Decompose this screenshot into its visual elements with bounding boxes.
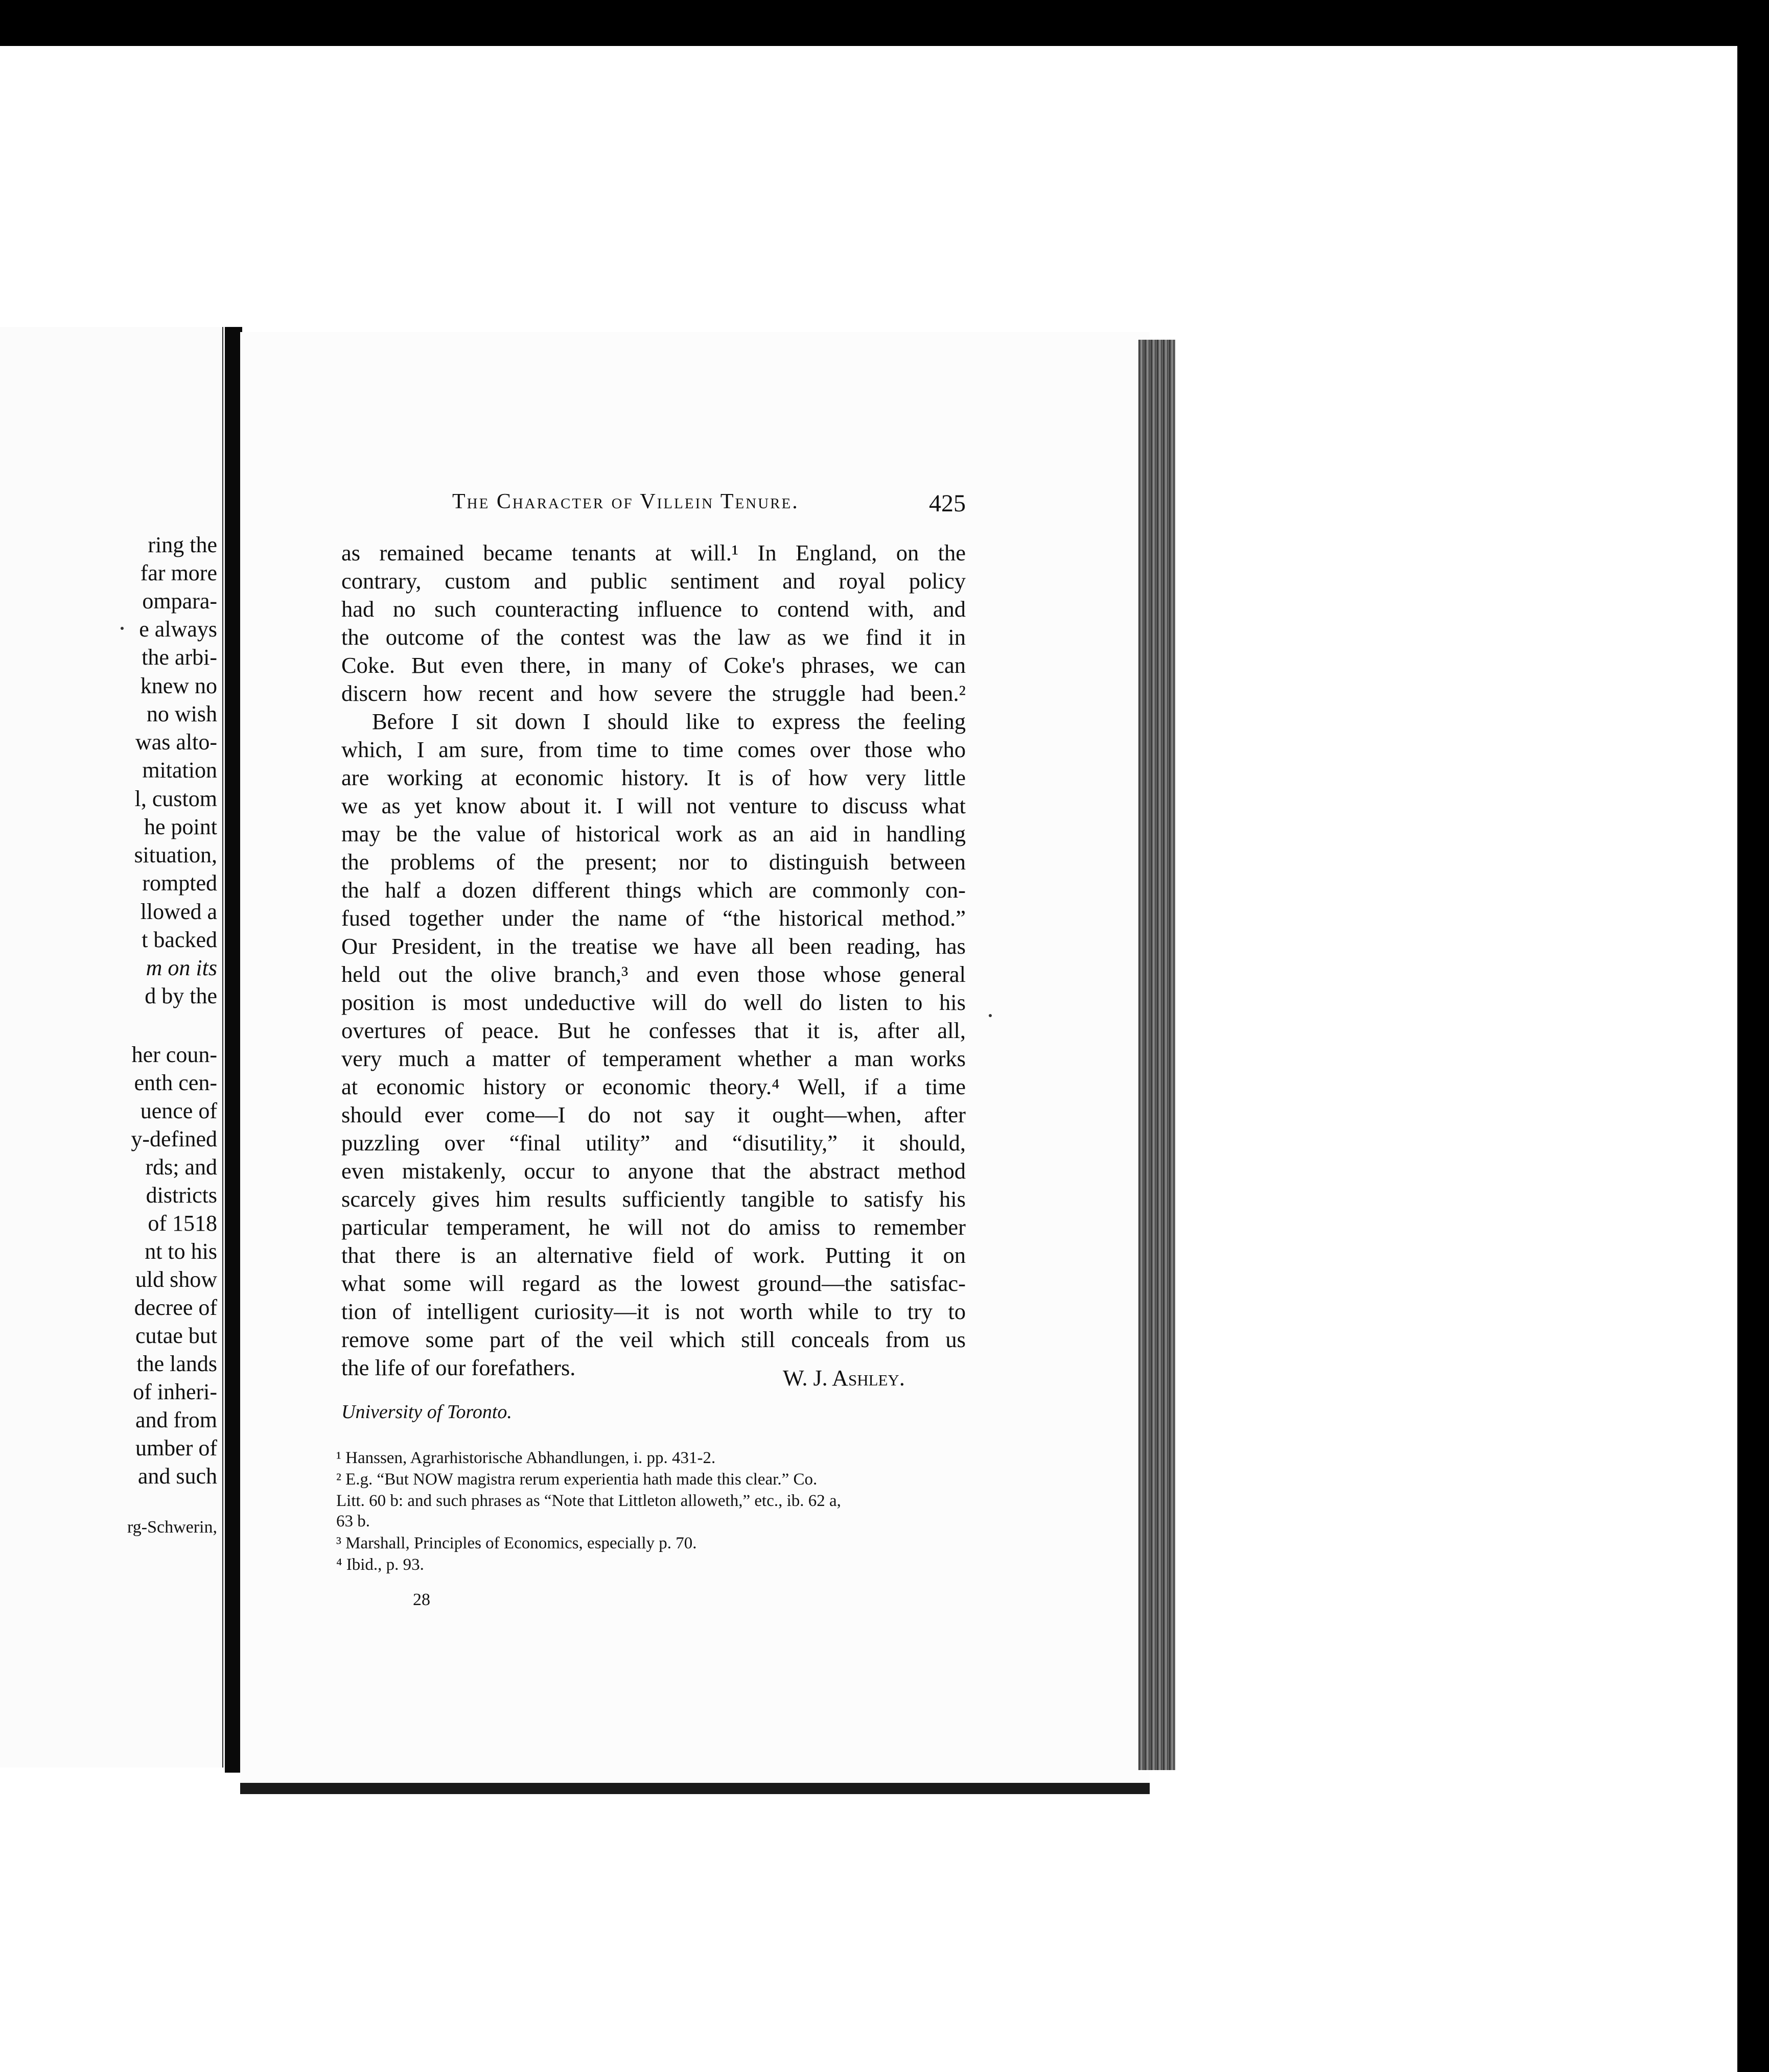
scan-speck — [121, 627, 124, 630]
left-page-line: situation, — [134, 842, 217, 867]
left-page-line: ompara- — [142, 588, 217, 614]
left-page-line: he point — [144, 814, 217, 839]
footnote: 63 b. — [336, 1512, 370, 1531]
left-page-line: of 1518 — [148, 1211, 217, 1236]
body-line: very much a matter of temperament whether a man works — [341, 1046, 966, 1071]
body-line: remove some part of the veil which still conceals from us — [341, 1327, 966, 1352]
footnote: ² E.g. “But NOW magistra rerum experientia hath made this clear.” Co. — [336, 1470, 818, 1489]
author-affiliation: University of Toronto. — [341, 1401, 512, 1423]
left-page-line: rds; and — [145, 1155, 217, 1180]
scan-top-border — [0, 0, 1769, 13]
body-line: puzzling over “final utility” and “disutility,” it should, — [341, 1130, 966, 1156]
body-line: even mistakenly, occur to anyone that the abstract method — [341, 1158, 966, 1184]
body-line: that there is an alternative field of work. Putting it on — [341, 1242, 966, 1268]
left-page-line: l, custom — [134, 786, 217, 811]
body-line: Before I sit down I should like to express the feeling — [372, 709, 966, 734]
body-line: contrary, custom and public sentiment and royal policy — [341, 568, 966, 594]
footnote: ⁴ Ibid., p. 93. — [336, 1556, 424, 1574]
footnote: Litt. 60 b: and such phrases as “Note that Littleton alloweth,” etc., ib. 62 a, — [336, 1492, 841, 1510]
running-header: The Character of Villein Tenure. — [452, 490, 799, 513]
body-line: may be the value of historical work as an aid in handling — [341, 821, 966, 846]
signature-mark: 28 — [413, 1590, 430, 1609]
body-line: held out the olive branch,³ and even those whose general — [341, 961, 966, 987]
left-page-line: cutae but — [135, 1323, 217, 1348]
body-line: what some will regard as the lowest ground—the satisfac- — [341, 1270, 966, 1296]
body-line: position is most undeductive will do well do listen to his — [341, 990, 966, 1015]
left-page-line: and from — [135, 1407, 217, 1432]
body-line: should ever come—I do not say it ought—when, after — [341, 1102, 966, 1127]
body-line: the outcome of the contest was the law as we find it in — [341, 624, 966, 650]
left-page-line: y-defined — [131, 1126, 217, 1151]
left-page-line: far more — [140, 560, 217, 585]
left-page-line: of inheri- — [133, 1379, 217, 1404]
left-page-line: llowed a — [140, 899, 217, 924]
body-line: at economic history or economic theory.⁴ Well, if a time — [341, 1074, 966, 1099]
body-line: the life of our forefathers. — [341, 1355, 576, 1380]
left-page-line: districts — [146, 1183, 217, 1208]
left-page-line: rompted — [142, 870, 217, 896]
footnote: ¹ Hanssen, Agrarhistorische Abhandlungen, i. pp. 431-2. — [336, 1449, 716, 1467]
body-line: tion of intelligent curiosity—it is not worth while to try to — [341, 1299, 966, 1324]
left-page-line: d by the — [145, 983, 217, 1008]
left-page-line: decree of — [134, 1295, 217, 1320]
left-page-line: mitation — [142, 758, 217, 783]
left-page-line: m on its — [146, 955, 217, 980]
footnote: ³ Marshall, Principles of Economics, especially p. 70. — [336, 1534, 697, 1552]
page-number: 425 — [929, 490, 966, 517]
left-page-line: no wish — [146, 701, 217, 726]
body-line: Our President, in the treatise we have all been reading, has — [341, 933, 966, 959]
left-page-line: ring the — [148, 532, 217, 557]
body-line: the half a dozen different things which are commonly con- — [341, 877, 966, 903]
body-line: overtures of peace. But he confesses that it is, after all, — [341, 1018, 966, 1043]
left-page-line: the arbi- — [142, 645, 217, 670]
left-page — [0, 327, 223, 1768]
body-line: we as yet know about it. I will not venture to discuss what — [341, 793, 966, 818]
left-page-line: was alto- — [135, 729, 217, 755]
left-page-line: and such — [137, 1464, 217, 1489]
body-line: Coke. But even there, in many of Coke's phrases, we can — [341, 652, 966, 678]
left-page-line: t backed — [142, 927, 217, 952]
book-gutter — [225, 327, 242, 1773]
page-edges — [1138, 340, 1175, 1770]
left-page-line: uence of — [140, 1098, 217, 1123]
left-page-line: knew no — [140, 673, 217, 698]
body-line: fused together under the name of “the historical method.” — [341, 905, 966, 931]
body-line: as remained became tenants at will.¹ In England, on the — [341, 540, 966, 566]
scan-speck — [989, 1014, 992, 1017]
body-line: are working at economic history. It is of how very little — [341, 765, 966, 790]
left-page-line: uld show — [135, 1267, 217, 1292]
left-page-line: e always — [139, 617, 217, 642]
author-signature: W. J. Ashley. — [783, 1365, 905, 1391]
body-line: had no such counteracting influence to contend with, and — [341, 596, 966, 622]
left-page-line: her coun- — [131, 1042, 217, 1067]
left-page-line: umber of — [135, 1435, 217, 1461]
left-page-line: nt to his — [145, 1239, 217, 1264]
body-line: particular temperament, he will not do amiss to remember — [341, 1214, 966, 1240]
left-page-line: the lands — [136, 1351, 217, 1376]
body-line: discern how recent and how severe the struggle had been.² — [341, 680, 966, 706]
body-line: scarcely gives him results sufficiently tangible to satisfy his — [341, 1186, 966, 1212]
left-page-footnote: rg-Schwerin, — [127, 1518, 217, 1537]
body-line: the problems of the present; nor to distinguish between — [341, 849, 966, 875]
body-line: which, I am sure, from time to time comes over those who — [341, 737, 966, 762]
left-page-line: enth cen- — [134, 1070, 217, 1095]
